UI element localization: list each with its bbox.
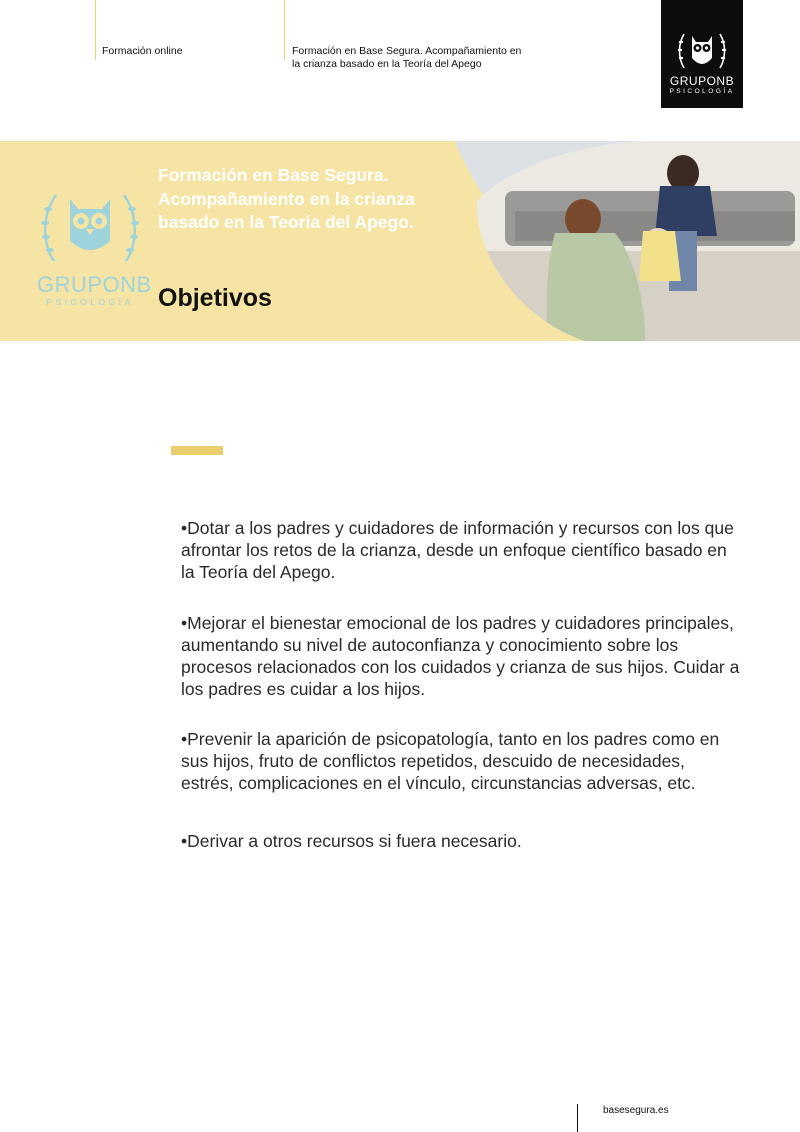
logo-brand-sub: PSICOLOGÍA xyxy=(669,88,735,95)
header-divider-right xyxy=(284,0,285,60)
objective-item: •Mejorar el bienestar emocional de los padres y cuidadores principales, aumentando su nivel de autoconfianza y conocimiento sobre los procesos relacionados con los cuidados y crianza de sus hijos. Cuidar a los padres es cuidar a los hijos. xyxy=(181,613,740,699)
header-logo xyxy=(661,0,743,108)
banner-logo-brand-main: GRUPONB xyxy=(37,272,152,297)
header-course-title: Formación en Base Segura. Acompañamiento en la crianza basado en la Teoría del Apego xyxy=(292,45,522,70)
objective-item: •Dotar a los padres y cuidadores de información y recursos con los que afrontar los retos de la crianza, desde un enfoque científico basado en la Teoría del Apego. xyxy=(181,518,734,582)
header-left-label: Formación online xyxy=(102,45,183,57)
banner-title: Formación en Base Segura. Acompañamiento en la crianza basado en la Teoría del Apego. xyxy=(158,165,415,232)
family-photo xyxy=(455,141,800,341)
footer-divider xyxy=(577,1104,578,1132)
owl-logo-icon xyxy=(40,189,140,265)
owl-logo-icon xyxy=(676,28,728,72)
footer-url: basesegura.es xyxy=(603,1105,669,1116)
header-divider-left xyxy=(95,0,96,60)
objective-item: •Prevenir la aparición de psicopatología, tanto en los padres como en sus hijos, fruto de conflictos repetidos, descuido de necesidades, estrés, complicaciones en el vínculo, circunstancias adversas, etc. xyxy=(181,729,720,793)
banner-logo-brand-sub: PSICOLOGÍA xyxy=(46,297,134,307)
logo-brand-main: GRUPONB xyxy=(669,74,735,88)
banner-subtitle: Objetivos xyxy=(158,284,272,312)
objective-item: •Derivar a otros recursos si fuera necesario. xyxy=(181,831,522,851)
section-accent-bar xyxy=(171,446,223,455)
